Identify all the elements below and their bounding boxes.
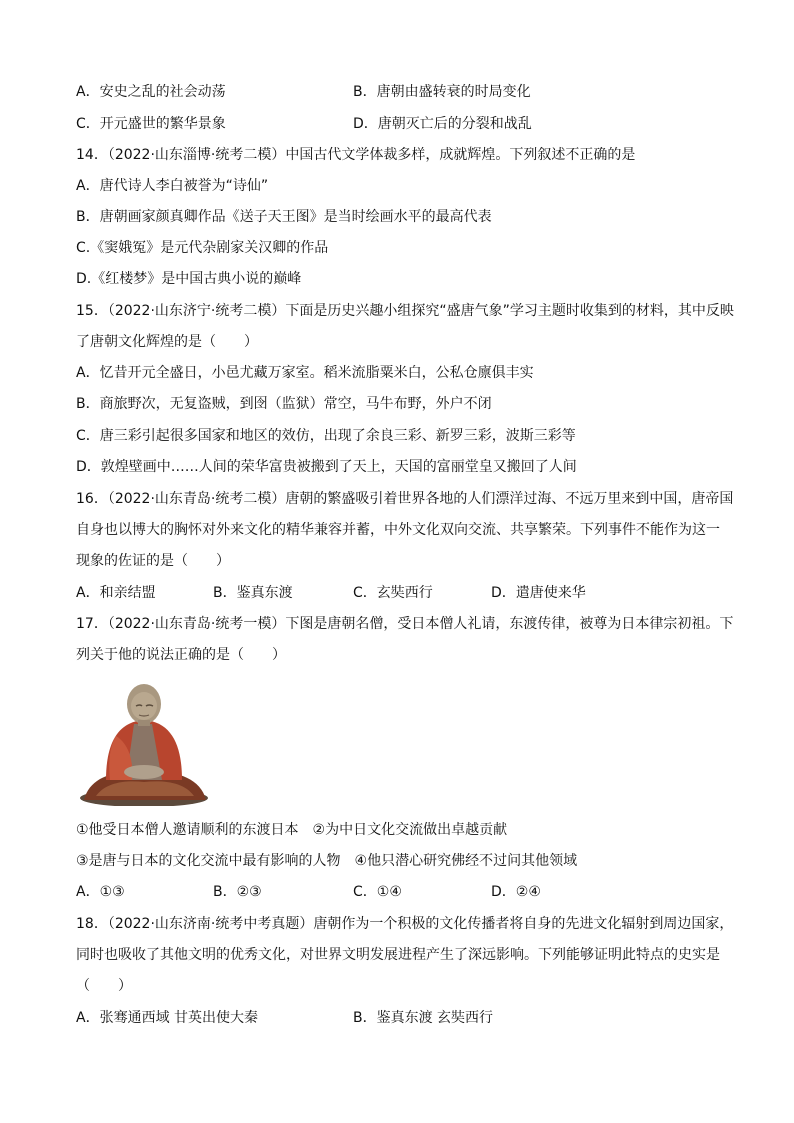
q13-option-c: C．开元盛世的繁华景象 [76,116,226,132]
q17-option-a: A．①③ [76,884,125,900]
q18-stem-line-2: 同时也吸收了其他文明的优秀文化，对世界文明发展进程产生了深远影响。下列能够证明此特点的史实是 [76,947,720,963]
q14-option-c: C.《窦娥冤》是元代杂剧家关汉卿的作品 [76,240,329,256]
q16-option-a: A．和亲结盟 [76,585,156,601]
q17-option-b: B．②③ [213,884,262,900]
q17-option-d: D．②④ [491,884,541,900]
q13-option-b: B．唐朝由盛转衰的时局变化 [353,84,531,100]
q14-option-b: B．唐朝画家颜真卿作品《送子天王图》是当时绘画水平的最高代表 [76,209,492,225]
q16-stem-line-3: 现象的佐证的是（ ） [76,553,230,569]
monk-statue-image [76,676,212,806]
q16-stem-line-1: 16．（2022·山东青岛·统考二模）唐朝的繁盛吸引着世界各地的人们漂洋过海、不远万里来到中国，唐帝国 [76,491,734,507]
q13-option-d: D．唐朝灭亡后的分裂和战乱 [353,116,532,132]
q13-option-a: A．安史之乱的社会动荡 [76,84,226,100]
q18-stem-line-3: （ ） [76,978,132,994]
q15-option-d: D．敦煌壁画中……人间的荣华富贵被搬到了天上，天国的富丽堂皇又搬回了人间 [76,459,577,475]
q15-option-b: B．商旅野次，无复盗贼，到囹（监狱）常空，马牛布野，外户不闭 [76,396,492,412]
q17-option-c: C．①④ [353,884,402,900]
q18-option-a: A．张骞通西域 甘英出使大秦 [76,1010,259,1026]
q14-stem: 14．（2022·山东淄博·统考二模）中国古代文学体裁多样，成就辉煌。下列叙述不正确的是 [76,147,636,163]
q15-stem-line-2: 了唐朝文化辉煌的是（ ） [76,334,258,350]
q18-option-b: B．鉴真东渡 玄奘西行 [353,1010,494,1026]
q15-option-a: A．忆昔开元全盛日，小邑尤藏万家室。稻米流脂粟米白，公私仓廪俱丰实 [76,365,534,381]
q16-option-d: D．遣唐使来华 [491,585,586,601]
q15-option-c: C．唐三彩引起很多国家和地区的效仿，出现了余良三彩、新罗三彩，波斯三彩等 [76,428,576,444]
q15-stem-line-1: 15．（2022·山东济宁·统考二模）下面是历史兴趣小组探究“盛唐气象”学习主题时收集到的材料，其中反映 [76,303,734,319]
q17-statements-line-2: ③是唐与日本的文化交流中最有影响的人物 ④他只潜心研究佛经不过问其他领域 [76,853,578,869]
q16-option-b: B．鉴真东渡 [213,585,293,601]
q16-option-c: C．玄奘西行 [353,585,433,601]
q16-stem-line-2: 自身也以博大的胸怀对外来文化的精华兼容并蓄，中外文化双向交流、共享繁荣。下列事件不能作为这一 [76,522,720,538]
q17-stem-line-1: 17．（2022·山东青岛·统考一模）下图是唐朝名僧，受日本僧人礼请，东渡传律，被尊为日本律宗初祖。下 [76,616,734,632]
q17-stem-line-2: 列关于他的说法正确的是（ ） [76,647,286,663]
q17-statements-line-1: ①他受日本僧人邀请顺利的东渡日本 ②为中日文化交流做出卓越贡献 [76,822,508,838]
q18-stem-line-1: 18．（2022·山东济南·统考中考真题）唐朝作为一个积极的文化传播者将自身的先进文化辐射到周边国家， [76,916,734,932]
q14-option-a: A．唐代诗人李白被誉为“诗仙” [76,178,269,194]
q14-option-d: D.《红楼梦》是中国古典小说的巅峰 [76,271,302,287]
